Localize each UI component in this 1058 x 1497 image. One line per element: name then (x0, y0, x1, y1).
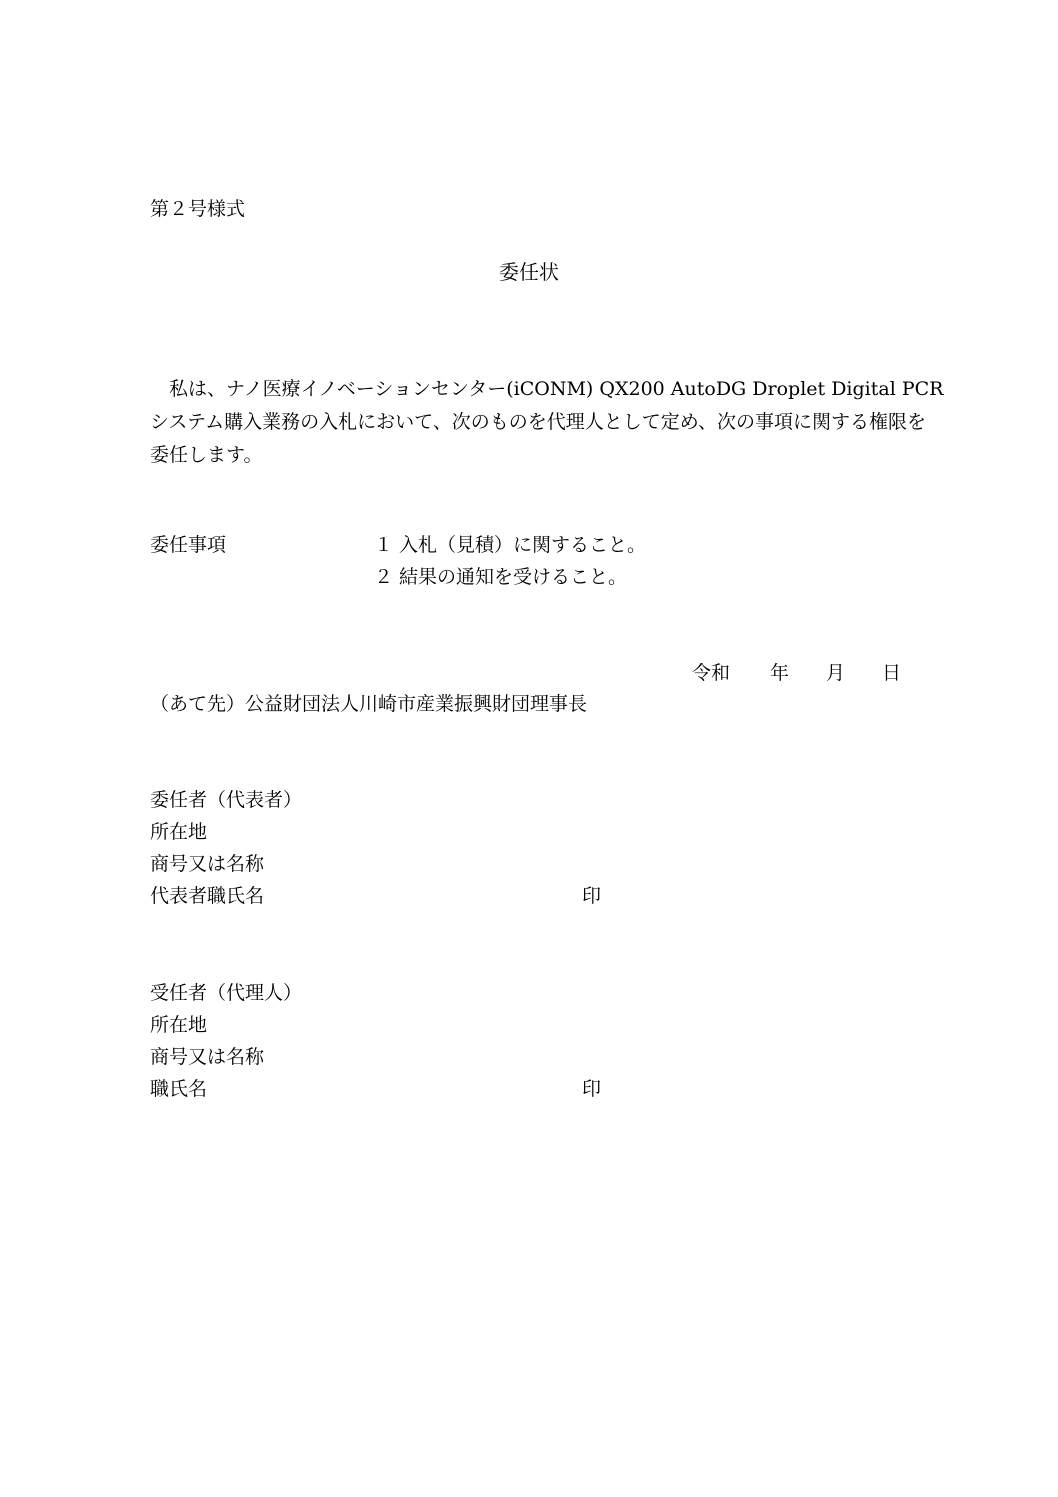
matter-item: ２ 結果の通知を受けること。 (374, 566, 628, 588)
form-number: 第２号様式 (150, 198, 246, 220)
delegate-address-label: 所在地 (150, 1014, 208, 1036)
body-line: 委任します。 (150, 444, 263, 466)
delegator-address-label: 所在地 (150, 821, 208, 843)
body-line: 私は、ナノ医療イノベーションセンター(iCONM) QX200 AutoDG Droplet Digital PCR (150, 378, 944, 400)
matter-item: １ 入札（見積）に関すること。 (374, 534, 647, 556)
document-title: 委任状 (499, 260, 559, 284)
addressee: （あて先）公益財団法人川崎市産業振興財団理事長 (150, 693, 588, 715)
matters-label: 委任事項 (150, 534, 227, 556)
delegate-seal: 印 (582, 1078, 602, 1100)
date-era: 令和 (692, 662, 731, 684)
date-day: 日 (882, 662, 902, 684)
delegator-seal: 印 (582, 885, 602, 907)
body-line: システム購入業務の入札において、次のものを代理人として定め、次の事項に関する権限を (150, 411, 926, 433)
date-row (692, 664, 901, 683)
body-paragraph (150, 373, 944, 472)
delegator-company-label: 商号又は名称 (150, 853, 265, 875)
delegate-heading: 受任者（代理人） (150, 982, 303, 1004)
delegate-company-label: 商号又は名称 (150, 1046, 265, 1068)
date-year: 年 (770, 662, 790, 684)
delegator-heading: 委任者（代表者） (150, 789, 303, 811)
delegate-title-label: 職氏名 (150, 1078, 208, 1100)
delegator-representative-label: 代表者職氏名 (150, 885, 265, 907)
date-month: 月 (826, 662, 846, 684)
